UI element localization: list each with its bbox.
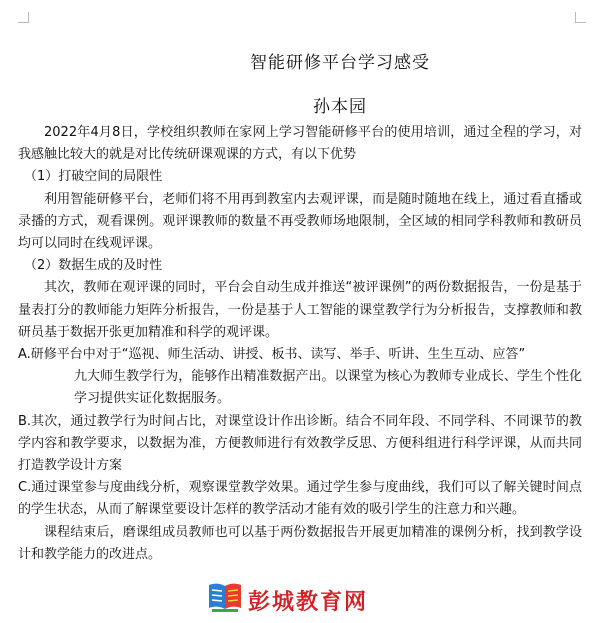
document-title: 智能研修平台学习感受: [250, 53, 430, 73]
heading-2: （2）数据生成的及时性: [24, 258, 163, 274]
paragraph-space: 利用智能研修平台，老师们将不用再到教室内去观评课，而是随时随地在线上，通过看直播或录播的方式，观看课例。观评课教师的数量不再受教师场地限制，全区域的相同学科教师和教研员均可以同时在线观评课。: [18, 191, 582, 252]
watermark-logo: [208, 580, 368, 620]
watermark-text: 彭城教育网: [248, 589, 369, 615]
paragraph-intro: 2022年4月8日，学校组织教师在家网上学习智能研修平台的使用培训，通过全程的学习，对我感触比较大的就是对比传统研课观课的方式，有以下优势: [18, 125, 582, 163]
list-item-b: B.其次，通过教学行为时间占比，对课堂设计作出诊断。结合不同年段、不同学科、不同课节的教学内容和教学要求，以数据为准，方便教师进行有效教学反思、方便科组进行科学评课，从而共同打造教学设计方案: [18, 413, 582, 474]
page-corner-mark-right: [575, 12, 586, 23]
document-author: 孙本园: [313, 97, 367, 117]
paragraph-data: 其次，教师在观评课的同时，平台会自动生成并推送“被评课例”的两份数据报告，一份是基于量表打分的教师能力矩阵分析报告，一份是基于人工智能的课堂教学行为分析报告，支撑教师和教研员基于数据开张更加精准和科学的观评课。: [18, 280, 582, 340]
list-item-a: A.研修平台中对于“巡视、师生活动、讲授、板书、读写、举手、听讲、生生互动、应答”: [18, 347, 526, 363]
document-body: [18, 122, 582, 566]
heading-1: （1）打破空间的局限性: [24, 169, 163, 185]
list-item-c: C.通过课堂参与度曲线分析，观察课堂教学效果。通过学生参与度曲线，我们可以了解关键时间点的学生状态，从而了解课堂要设计怎样的教学活动才能有效的吸引学生的注意力和兴趣。: [18, 480, 582, 518]
page-corner-mark-left: [18, 12, 29, 23]
paragraph-conclusion: 课程结束后，磨课组成员教师也可以基于两份数据报告开展更加精准的课例分析，找到教学设计和教学能力的改进点。: [18, 524, 582, 562]
list-item-a-continued: 九大师生教学行为，能够作出精准数据产出。以课堂为核心为教师专业成长、学生个性化学习提供实证化数据服务。: [74, 369, 582, 407]
book-logo-icon: [208, 582, 242, 618]
